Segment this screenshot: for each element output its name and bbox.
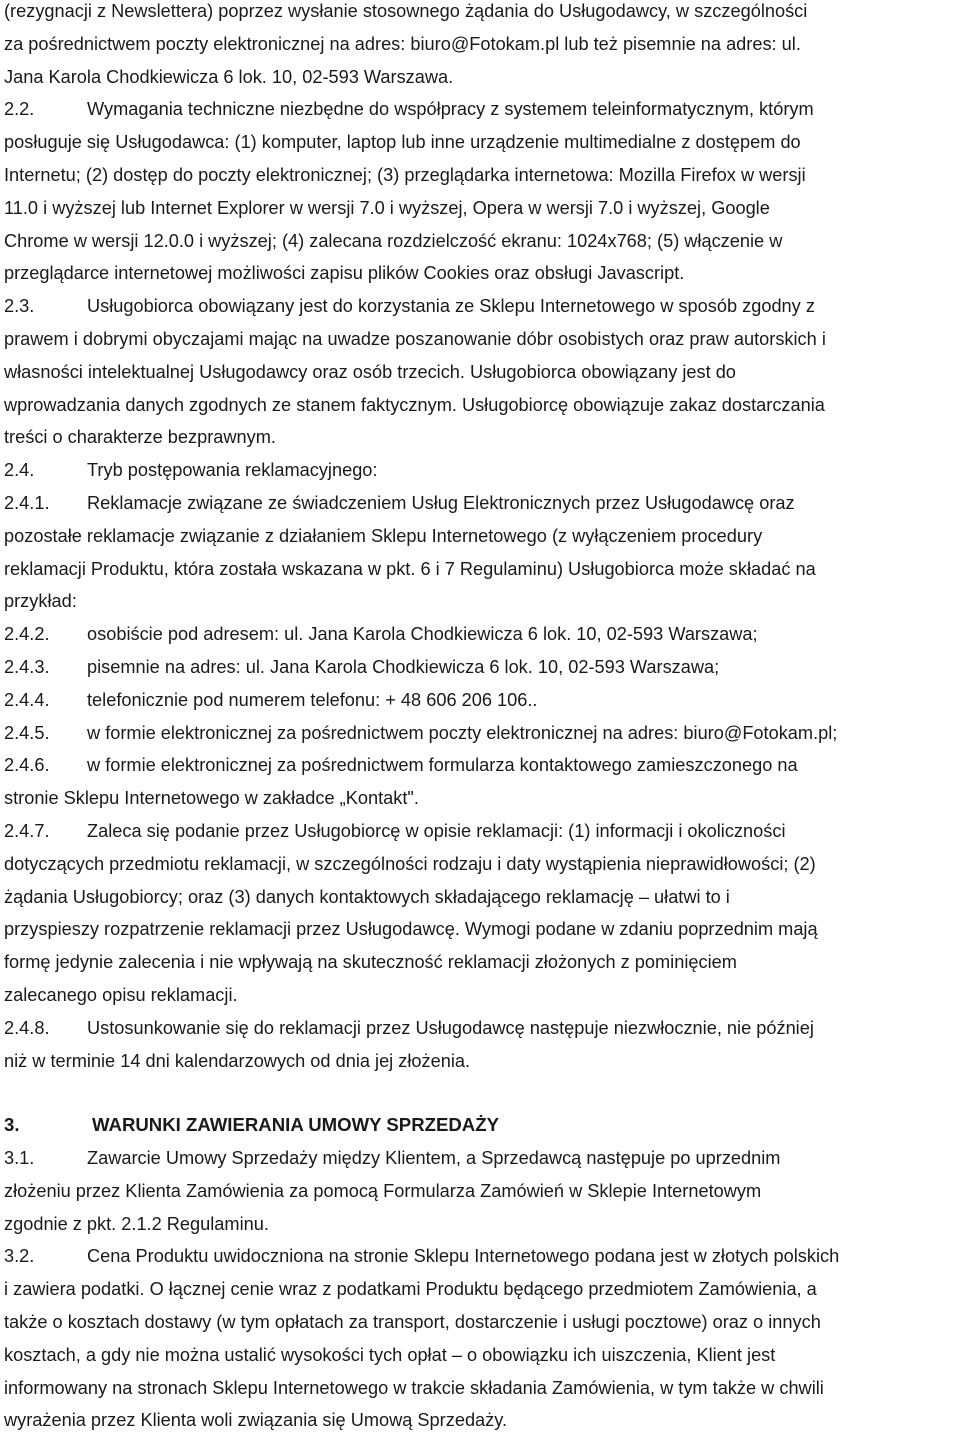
section-number: 2.4.5. — [4, 722, 50, 743]
section-2-3 — [4, 290, 960, 454]
section-number: 2.2. — [4, 99, 35, 120]
section-2-4 — [4, 454, 960, 487]
text-line: za pośrednictwem poczty elektronicznej na adres: biuro@Fotokam.pl lub też pisemnie na adres: ul. — [4, 33, 801, 54]
text-line: Zawarcie Umowy Sprzedaży między Klientem, a Sprzedawcą następuje po uprzednim — [87, 1148, 781, 1169]
text-line: złożeniu przez Klienta Zamówienia za pomocą Formularza Zamówień w Sklepie Internetowym — [4, 1180, 762, 1201]
text-line: formę jedynie zalecenia i nie wpływają na skuteczność reklamacji złożonych z pominięciem — [4, 952, 737, 973]
section-2-2 — [4, 93, 960, 290]
text-line: (rezygnacji z Newslettera) poprzez wysłanie stosownego żądania do Usługodawcy, w szczególności — [4, 1, 808, 21]
text-line: dotyczących przedmiotu reklamacji, w szczególności rodzaju i daty wystąpienia nieprawidłowości; (2) — [4, 853, 816, 874]
section-number: 2.4.7. — [4, 820, 50, 841]
text-line: niż w terminie 14 dni kalendarzowych od dnia jej złożenia. — [4, 1050, 471, 1071]
section-number: 2.4.4. — [4, 689, 50, 710]
text-line: Tryb postępowania reklamacyjnego: — [87, 460, 378, 481]
section-number: 2.4. — [4, 460, 35, 481]
section-title: WARUNKI ZAWIERANIA UMOWY SPRZEDAŻY — [92, 1114, 499, 1136]
section-3-heading — [4, 1109, 960, 1142]
section-2-4-5 — [4, 717, 960, 750]
text-line: wprowadzania danych zgodnych ze stanem faktycznym. Usługobiorcę obowiązuje zakaz dostarczania — [4, 394, 825, 415]
text-line: pisemnie na adres: ul. Jana Karola Chodkiewicza 6 lok. 10, 02-593 Warszawa; — [87, 656, 720, 677]
text-line: własności intelektualnej Usługodawcy oraz osób trzecich. Usługobiorca obowiązany jest do — [4, 361, 736, 382]
text-line: informowany na stronach Sklepu Internetowego w trakcie składania Zamówienia, w tym także w chwili — [4, 1377, 824, 1398]
text-line: stronie Sklepu Internetowego w zakładce „Kontakt". — [4, 788, 419, 809]
text-line: przyspieszy rozpatrzenie reklamacji przez Usługodawcę. Wymogi podane w zdaniu poprzednim mają — [4, 919, 818, 940]
text-line: i zawiera podatki. O łącznej cenie wraz z podatkami Produktu będącego przedmiotem Zamówienia, a — [4, 1279, 817, 1300]
text-line: Jana Karola Chodkiewicza 6 lok. 10, 02-593 Warszawa. — [4, 66, 454, 87]
text-line: wyrażenia przez Klienta woli związania się Umową Sprzedaży. — [4, 1410, 508, 1431]
section-3-2 — [4, 1240, 960, 1437]
section-2-4-8 — [4, 1012, 960, 1078]
text-line: Reklamacje związane ze świadczeniem Usług Elektronicznych przez Usługodawcę oraz — [87, 492, 795, 513]
text-line: przykład: — [4, 591, 77, 612]
text-line: Cena Produktu uwidoczniona na stronie Sklepu Internetowego podana jest w złotych polskich — [87, 1246, 840, 1267]
text-line: Internetu; (2) dostęp do poczty elektronicznej; (3) przeglądarka internetowa: Mozilla Firefox w wersji — [4, 164, 806, 185]
section-3-1 — [4, 1142, 960, 1240]
intro-paragraph — [4, 0, 960, 93]
text-line: zalecanego opisu reklamacji. — [4, 984, 238, 1005]
section-2-4-1 — [4, 487, 960, 618]
text-line: treści o charakterze bezprawnym. — [4, 427, 276, 448]
text-line: prawem i dobrymi obyczajami mając na uwadze poszanowanie dóbr osobistych oraz praw autorskich i — [4, 328, 826, 349]
section-spacer — [4, 1077, 960, 1109]
section-2-4-6 — [4, 749, 960, 815]
section-number: 3.1. — [4, 1148, 35, 1169]
section-number: 2.4.3. — [4, 656, 50, 677]
section-number: 2.4.1. — [4, 492, 50, 513]
text-line: Wymagania techniczne niezbędne do współpracy z systemem teleinformatycznym, którym — [87, 99, 814, 120]
text-line: żądania Usługobiorcy; oraz (3) danych kontaktowych składającego reklamację – ułatwi to i — [4, 886, 730, 907]
section-2-4-7 — [4, 815, 960, 1012]
text-line: reklamacji Produktu, która została wskazana w pkt. 6 i 7 Regulaminu) Usługobiorca może składać na — [4, 558, 816, 579]
text-line: Usługobiorca obowiązany jest do korzystania ze Sklepu Internetowego w sposób zgodny z — [87, 296, 815, 317]
text-line: Ustosunkowanie się do reklamacji przez Usługodawcę następuje niezwłocznie, nie później — [87, 1017, 814, 1038]
text-line: w formie elektronicznej za pośrednictwem poczty elektronicznej na adres: biuro@Fotokam.pl; — [87, 722, 838, 743]
text-line: także o kosztach dostawy (w tym opłatach za transport, dostarczenie i usługi pocztowe) oraz o innych — [4, 1312, 821, 1333]
text-line: 11.0 i wyższej lub Internet Explorer w wersji 7.0 i wyższej, Opera w wersji 7.0 i wyższej, Google — [4, 197, 770, 218]
section-number: 2.4.8. — [4, 1017, 50, 1038]
text-line: przeglądarce internetowej możliwości zapisu plików Cookies oraz obsługi Javascript. — [4, 263, 685, 284]
text-line: w formie elektronicznej za pośrednictwem formularza kontaktowego zamieszczonego na — [87, 755, 798, 776]
section-2-4-3 — [4, 651, 960, 684]
section-number: 3. — [4, 1114, 20, 1136]
section-number: 2.3. — [4, 296, 35, 317]
text-line: telefonicznie pod numerem telefonu: + 48 606 206 106.. — [87, 689, 538, 710]
text-line: kosztach, a gdy nie można ustalić wysokości tych opłat – o obowiązku ich uiszczenia, Klient jest — [4, 1344, 776, 1365]
text-line: zgodnie z pkt. 2.1.2 Regulaminu. — [4, 1213, 269, 1234]
section-number: 3.2. — [4, 1246, 35, 1267]
text-line: osobiście pod adresem: ul. Jana Karola Chodkiewicza 6 lok. 10, 02-593 Warszawa; — [87, 624, 758, 645]
section-2-4-2 — [4, 618, 960, 651]
text-line: posługuje się Usługodawca: (1) komputer, laptop lub inne urządzenie multimedialne z dostępem do — [4, 132, 801, 153]
section-2-4-4 — [4, 684, 960, 717]
section-number: 2.4.2. — [4, 624, 50, 645]
text-line: pozostałe reklamacje związanie z działaniem Sklepu Internetowego (z wyłączeniem procedury — [4, 525, 763, 546]
text-line: Chrome w wersji 12.0.0 i wyższej; (4) zalecana rozdzielczość ekranu: 1024x768; (5) włączenie w — [4, 230, 783, 251]
section-number: 2.4.6. — [4, 755, 50, 776]
text-line: Zaleca się podanie przez Usługobiorcę w opisie reklamacji: (1) informacji i okoliczności — [87, 820, 786, 841]
